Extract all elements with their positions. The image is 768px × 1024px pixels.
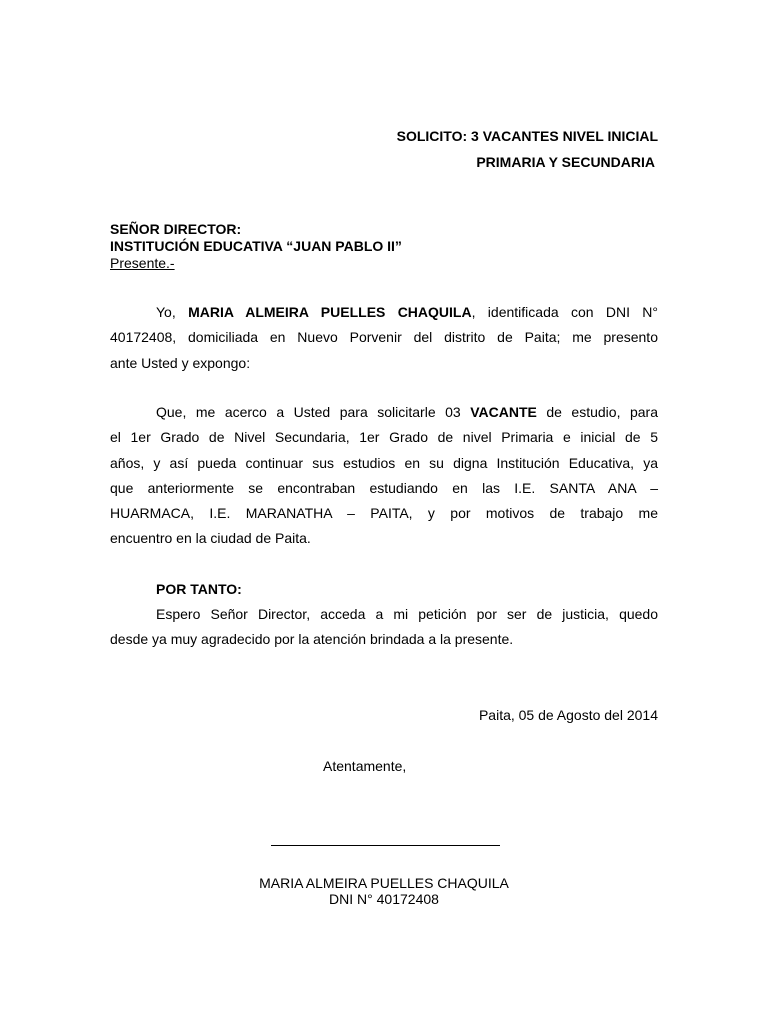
- paragraph-line: 40172408, domiciliada en Nuevo Porvenir del distrito de Paita; me presento: [110, 329, 658, 346]
- text-run: , identificada con DNI N°: [471, 304, 659, 320]
- paragraph-line: ante Usted y expongo:: [110, 354, 251, 371]
- signature-line: [271, 845, 500, 846]
- paragraph-line: HUARMACA, I.E. MARANATHA – PAITA, y por motivos de trabajo me: [110, 505, 658, 522]
- paragraph-line: Espero Señor Director, acceda a mi petición por ser de justicia, quedo: [156, 606, 658, 622]
- paragraph-line: [110, 400, 658, 425]
- paragraph-por-tanto: [110, 602, 658, 653]
- paragraph-line: [110, 300, 658, 325]
- signature-dni: DNI N° 40172408: [329, 891, 439, 907]
- solicito-line-1: SOLICITO: 3 VACANTES NIVEL INICIAL: [396, 128, 658, 144]
- paragraph-line: desde ya muy agradecido por la atención brindada a la presente.: [110, 631, 514, 648]
- text-run: de estudio, para: [536, 404, 658, 420]
- paragraph-line: encuentro en la ciudad de Paita.: [110, 530, 311, 547]
- addressee-presente: Presente.-: [110, 255, 175, 271]
- addressee-institution: INSTITUCIÓN EDUCATIVA “JUAN PABLO II”: [110, 238, 402, 254]
- paragraph-introduction: [110, 300, 658, 376]
- addressee-title: SEÑOR DIRECTOR:: [110, 221, 242, 237]
- paragraph-line: el 1er Grado de Nivel Secundaria, 1er Grado de nivel Primaria e inicial de 5: [110, 429, 658, 446]
- text-run: Que, me acerco a Usted para solicitarle 03: [156, 404, 471, 420]
- vacante-emphasis: VACANTE: [470, 404, 537, 420]
- solicito-line-2: PRIMARIA Y SECUNDARIA: [476, 154, 655, 170]
- paragraph-line: que anteriormente se encontraban estudiando en las I.E. SANTA ANA –: [110, 479, 658, 496]
- paragraph-request: [110, 400, 658, 552]
- document-date: Paita, 05 de Agosto del 2014: [478, 707, 658, 723]
- paragraph-line: años, y así pueda continuar sus estudios en su digna Institución Educativa, ya: [110, 454, 658, 471]
- applicant-name: MARIA ALMEIRA PUELLES CHAQUILA: [188, 304, 472, 320]
- text-run: Yo,: [156, 304, 189, 320]
- signature-name: MARIA ALMEIRA PUELLES CHAQUILA: [259, 875, 509, 891]
- por-tanto-heading: POR TANTO:: [156, 581, 242, 597]
- closing-salutation: Atentamente,: [323, 758, 407, 774]
